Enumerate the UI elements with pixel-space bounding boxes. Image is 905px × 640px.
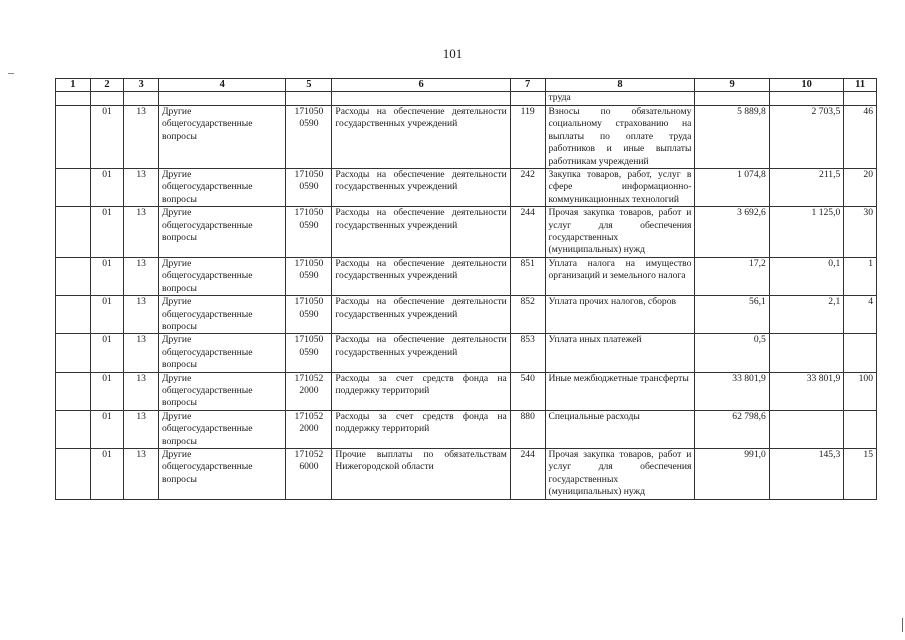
cell-target-name: Расходы за счет средств фонда на поддержку территорий [332,372,510,410]
cell-expense-name: Специальные расходы [545,410,695,448]
cell-section: 01 [90,410,124,448]
cell-planned: 62 798,6 [695,410,769,448]
cell-section: 01 [90,106,124,169]
cell-executed: 2 703,5 [769,106,843,169]
cell-expense-name: Уплата прочих налогов, сборов [545,296,695,334]
cell-target-code: 171050 0590 [286,257,332,295]
cell-expense-code: 244 [510,448,545,499]
cell-planned: 991,0 [695,448,769,499]
page-number: 101 [442,46,463,61]
cell-target-name: Расходы на обеспечение деятельности государственных учреждений [332,296,510,334]
cell-executed: 145,3 [769,448,843,499]
cell-expense-code: 119 [510,106,545,169]
cell-percent: 15 [844,448,877,499]
cell-subsection: 13 [124,372,159,410]
cell-expense-name: Уплата иных платежей [545,334,695,372]
cell-section: 01 [90,257,124,295]
cell-target-code: 171052 6000 [286,448,332,499]
cell-percent: 46 [844,106,877,169]
cell-col1 [56,106,91,169]
cell-target-code: 171050 0590 [286,106,332,169]
cell-subsection: 13 [124,106,159,169]
scan-mark [8,73,14,74]
continuation-row [56,92,877,106]
table-row [56,372,877,410]
cell-percent: 20 [844,169,877,207]
cell-section: 01 [90,448,124,499]
cell-target-name: Расходы на обеспечение деятельности государственных учреждений [332,334,510,372]
table-row [56,207,877,258]
cell-percent: 100 [844,372,877,410]
cell-col1 [56,334,91,372]
cell-target-name: Прочие выплаты по обязательствам Нижегородской области [332,448,510,499]
cell-target-name: Расходы на обеспечение деятельности государственных учреждений [332,257,510,295]
cell-target-code: 171050 0590 [286,334,332,372]
cell-section-name: Другие общегосударственные вопросы [158,296,285,334]
cell-subsection: 13 [124,169,159,207]
cell-planned: 33 801,9 [695,372,769,410]
cell-planned: 3 692,6 [695,207,769,258]
cell-executed: 33 801,9 [769,372,843,410]
cell-subsection: 13 [124,257,159,295]
cell-expense-name: Закупка товаров, работ, услуг в сфере информационно-коммуникационных технологий [545,169,695,207]
cell-col1 [56,207,91,258]
cell-col1 [56,410,91,448]
cell-expense-code: 242 [510,169,545,207]
cell-planned: 56,1 [695,296,769,334]
cell-executed [769,334,843,372]
cell-section-name: Другие общегосударственные вопросы [158,207,285,258]
table-row [56,448,877,499]
cell-section: 01 [90,296,124,334]
cell-target-name: Расходы на обеспечение деятельности государственных учреждений [332,106,510,169]
continuation-text: труда [545,92,695,106]
cell-target-name: Расходы на обеспечение деятельности государственных учреждений [332,207,510,258]
budget-table [55,78,877,500]
cell-percent: 30 [844,207,877,258]
table-row [56,334,877,372]
cell-target-code: 171050 0590 [286,169,332,207]
header-row [56,79,877,92]
cell-percent: 4 [844,296,877,334]
cell-col1 [56,169,91,207]
cell-executed: 2,1 [769,296,843,334]
table-row [56,257,877,295]
header-cell: 7 [510,79,545,92]
cell-percent [844,410,877,448]
cell-planned: 17,2 [695,257,769,295]
cell-expense-code: 853 [510,334,545,372]
header-cell: 4 [158,79,285,92]
cell-target-name: Расходы на обеспечение деятельности государственных учреждений [332,169,510,207]
header-cell: 11 [844,79,877,92]
cell-section-name: Другие общегосударственные вопросы [158,410,285,448]
cell-expense-name: Уплата налога на имущество организаций и земельного налога [545,257,695,295]
cell-section-name: Другие общегосударственные вопросы [158,169,285,207]
cell-subsection: 13 [124,296,159,334]
table-row [56,410,877,448]
cell-expense-code: 540 [510,372,545,410]
cell-section: 01 [90,207,124,258]
cell-section-name: Другие общегосударственные вопросы [158,257,285,295]
cell-col1 [56,372,91,410]
cell-target-code: 171052 2000 [286,410,332,448]
cell-expense-name: Прочая закупка товаров, работ и услуг для обеспечения государственных (муниципальных) нужд [545,207,695,258]
cell-executed: 1 125,0 [769,207,843,258]
header-cell: 8 [545,79,695,92]
cell-subsection: 13 [124,207,159,258]
header-cell: 2 [90,79,124,92]
header-cell: 1 [56,79,91,92]
cell-expense-name: Взносы по обязательному социальному страхованию на выплаты по оплате труда работников и иные выплаты работникам учреждений [545,106,695,169]
cell-percent [844,334,877,372]
cell-expense-name: Прочая закупка товаров, работ и услуг для обеспечения государственных (муниципальных) нужд [545,448,695,499]
cell-section: 01 [90,169,124,207]
cell-planned: 0,5 [695,334,769,372]
cell-target-code: 171050 0590 [286,207,332,258]
header-cell: 5 [286,79,332,92]
cell-expense-code: 851 [510,257,545,295]
cell-section-name: Другие общегосударственные вопросы [158,372,285,410]
header-cell: 6 [332,79,510,92]
cell-target-name: Расходы за счет средств фонда на поддержку территорий [332,410,510,448]
cell-planned: 5 889,8 [695,106,769,169]
table-row [56,106,877,169]
cell-target-code: 171050 0590 [286,296,332,334]
cell-subsection: 13 [124,334,159,372]
cell-col1 [56,448,91,499]
cell-section-name: Другие общегосударственные вопросы [158,106,285,169]
cell-col1 [56,296,91,334]
cell-executed [769,410,843,448]
cell-section-name: Другие общегосударственные вопросы [158,448,285,499]
cell-expense-code: 852 [510,296,545,334]
table-row [56,169,877,207]
cell-executed: 211,5 [769,169,843,207]
cell-subsection: 13 [124,410,159,448]
cell-section: 01 [90,334,124,372]
cell-section: 01 [90,372,124,410]
cell-expense-name: Иные межбюджетные трансферты [545,372,695,410]
cell-col1 [56,257,91,295]
cell-target-code: 171052 2000 [286,372,332,410]
cell-percent: 1 [844,257,877,295]
cell-executed: 0,1 [769,257,843,295]
cell-subsection: 13 [124,448,159,499]
header-cell: 3 [124,79,159,92]
cell-section-name: Другие общегосударственные вопросы [158,334,285,372]
header-cell: 10 [769,79,843,92]
cell-expense-code: 880 [510,410,545,448]
header-cell: 9 [695,79,769,92]
scan-mark [902,618,903,632]
table-row [56,296,877,334]
cell-expense-code: 244 [510,207,545,258]
cell-planned: 1 074,8 [695,169,769,207]
